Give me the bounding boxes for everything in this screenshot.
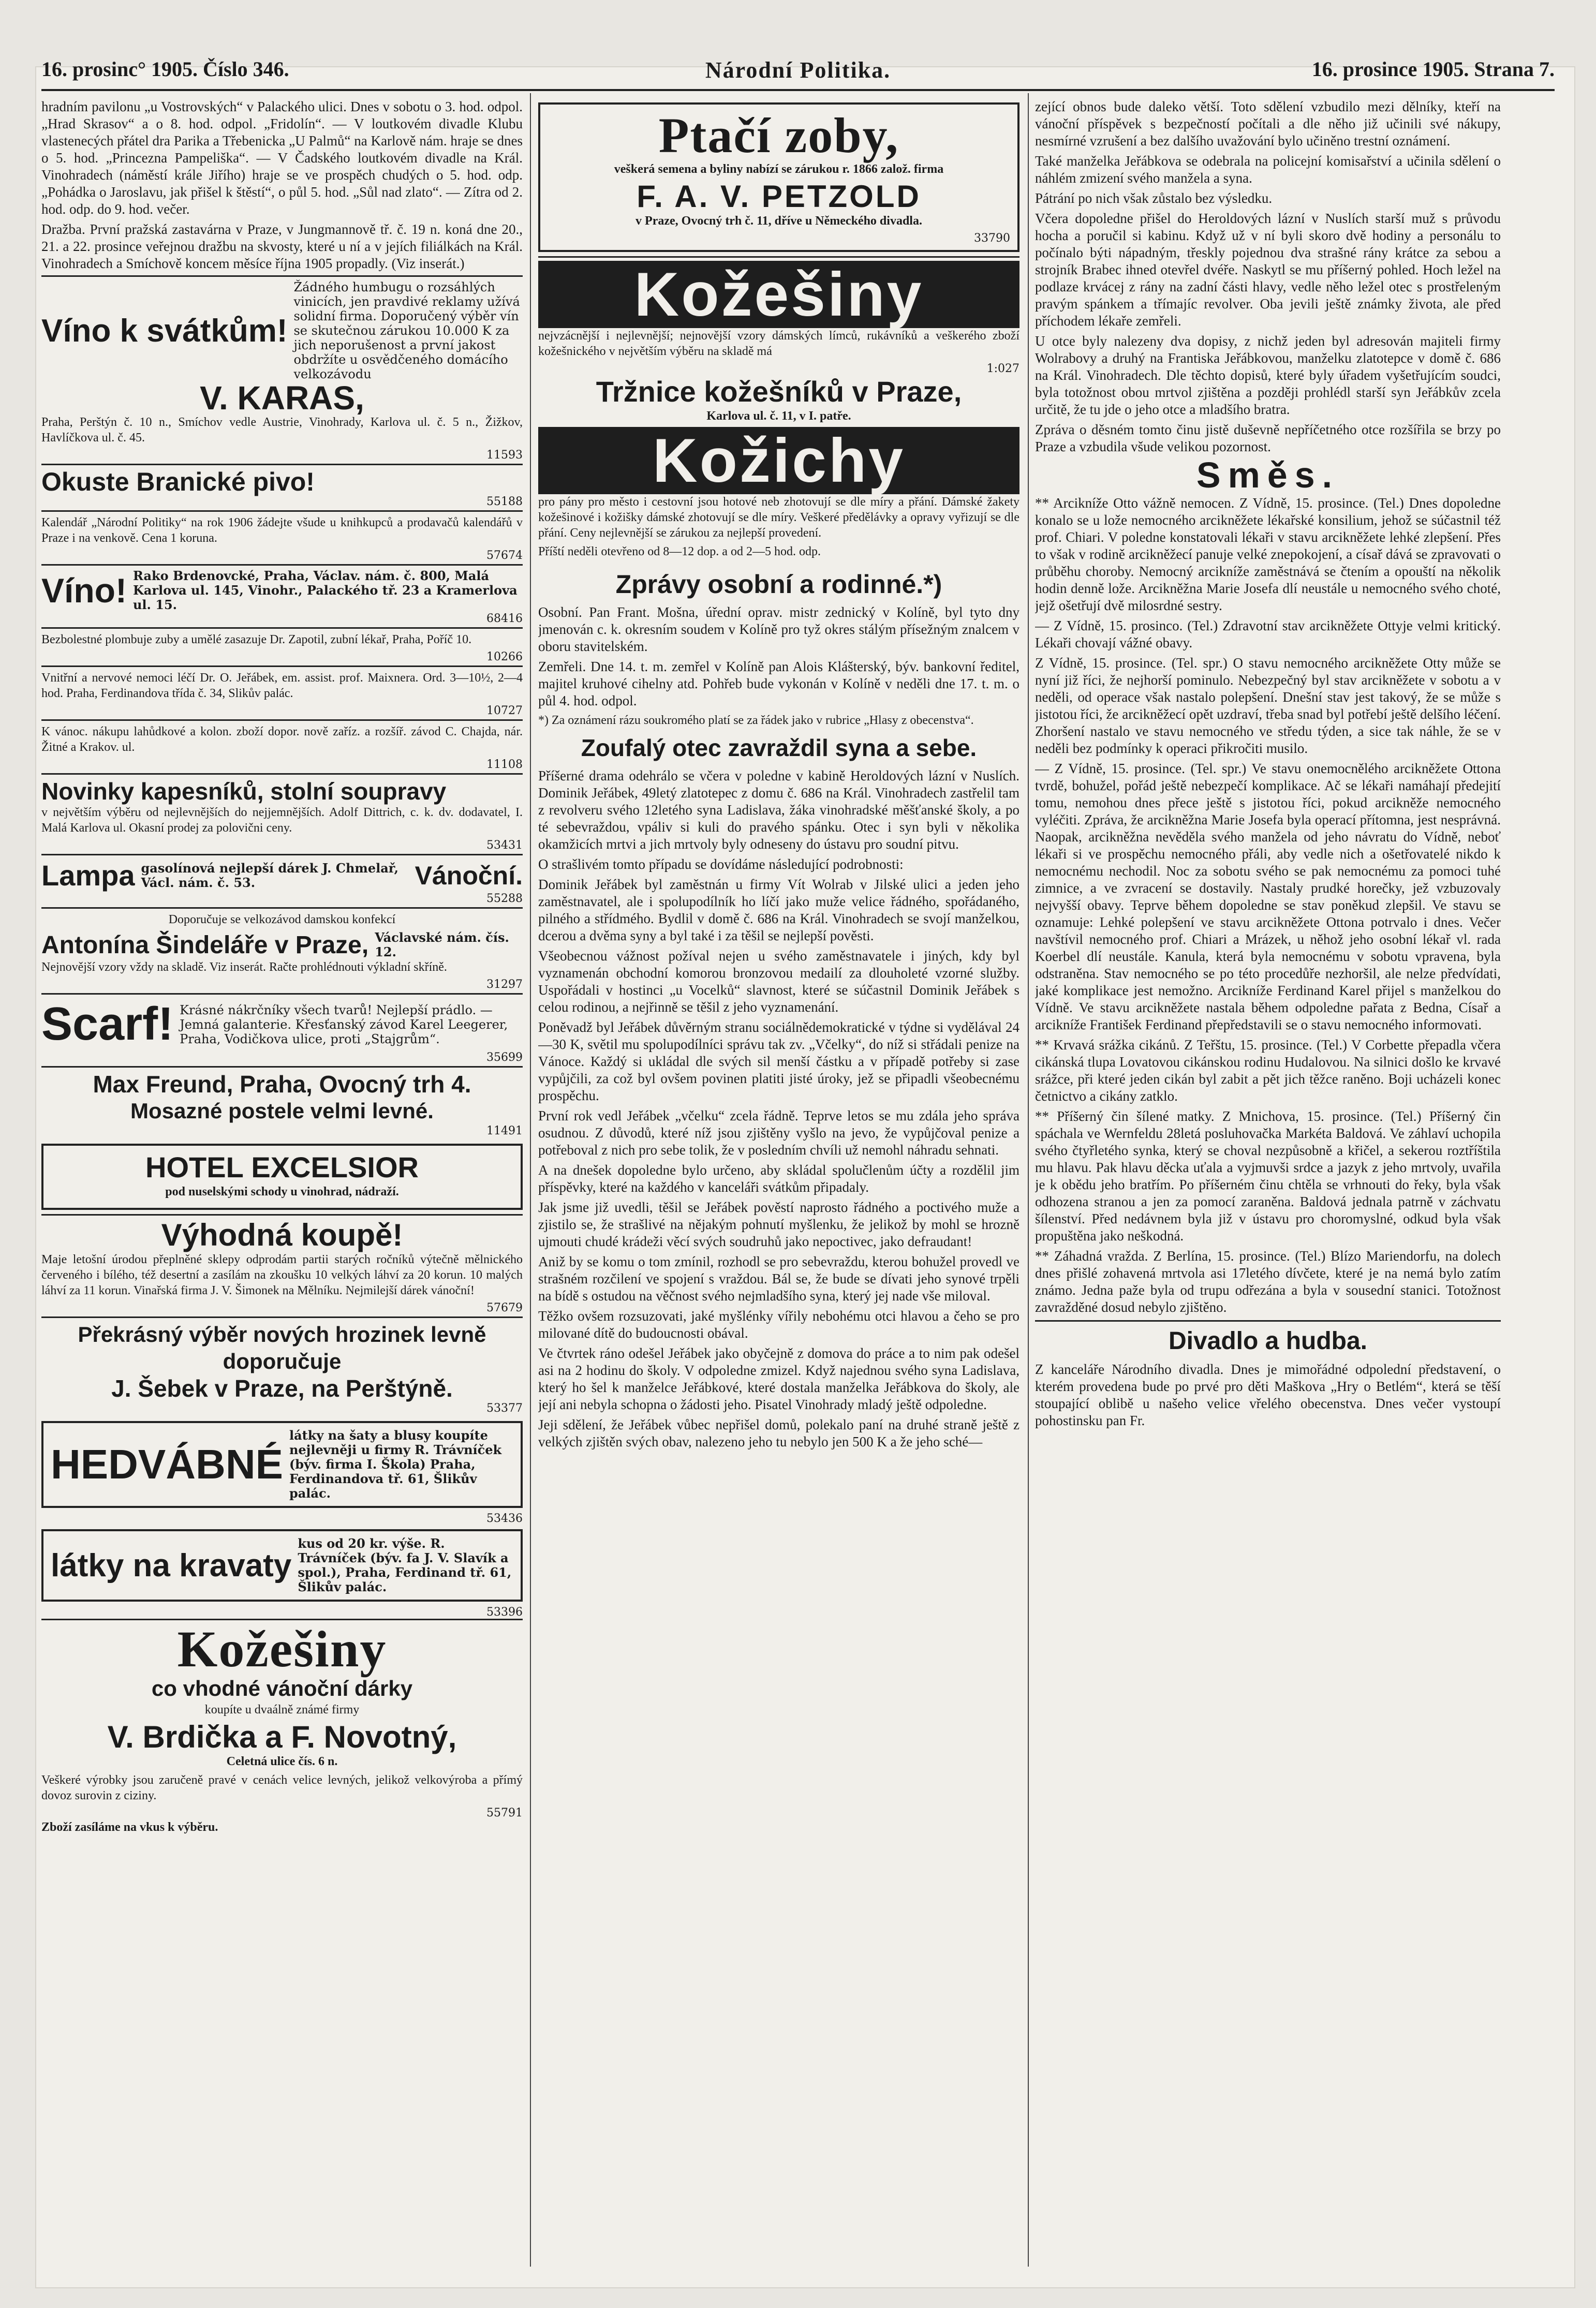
ad-handkerchiefs: [41, 773, 523, 854]
ad-kozichy-hours: Příští neděli otevřeno od 8—12 dop. a od 2—5 hod. odp.: [538, 545, 821, 558]
ad-furs-market-title: Kožešiny: [538, 261, 1019, 328]
theatre-notice: hradním pavilonu „u Vostrovských“ v Palackého ulici. Dnes v sobotu o 3. hod. odpol. „Hrad Skrasov“ a o 8. hod. odpol. „Fridolín“. — V loutkovém divadle Klubu vlastenecých přátel dra Parika a Třebenicka „U Palmů“ na Karlově nám. hraje se dnes o 5. hod. „Princezna Pampeliška“. — V Čadského loutkovém divadle na Král. Vinohradech (náměstí krále Jiřího) hraje se ve prospěch chudých o 5. hod. odp. „Pohádka o Jaroslavu, jak přišel k štěstí“, o půl 5. hod. „Sůl nad zlato“. — Zítra od 2. hod. odp. do 9. hod. večer.: [41, 99, 523, 217]
article-paragraph: A na dnešek dopoledne bylo určeno, aby skládal spolučlenům účty a rozdělil jim příspěvky, které na každého v kanceláři svátkům připadaly.: [538, 1162, 1019, 1195]
header-rule: [41, 89, 1555, 91]
ad-vyhodna-text: Maje letošní úrodou přeplněné sklepy odprodám partii starých ročníků výtečně mělnického červeného i bílého, též desertní a zasílám na zkoušku 10 velkých láhví za 20 korun. 10 malých láhví za 11 korun. Vinařská firma J. V. Šimonek na Mělníku. Nejmilejší dárek vánoční!: [41, 1253, 523, 1297]
ad-wine-2: [41, 564, 523, 627]
article-headline: Zoufalý otec zavraždil syna a sebe.: [581, 734, 977, 761]
ad-ties-text: kus od 20 kr. výše. R. Trávníček (býv. fa J. V. Slavík a spol.), Praha, Ferdinand tř. 61, Šlikův palác.: [298, 1536, 512, 1594]
ad-sindelar-address: Václavské nám. čís. 12.: [375, 930, 509, 959]
ad-lamp-right: Vánoční.: [415, 861, 523, 890]
ad-lamp: [41, 854, 523, 907]
ad-furs-title: Kožešiny: [177, 1620, 387, 1678]
smes-item: — Z Vídně, 15. prosinco. (Tel.) Zdravotní stav arcikněžete Ottyje velmi kritický. Lékaři chovají vážné obavy.: [1035, 618, 1501, 650]
header-left: 16. prosinc° 1905. Číslo 346.: [41, 57, 289, 81]
article-paragraph: Jak jsme již uvedli, těšil se Jeřábek pověstí naprosto řádného a poctivého muže a zjistilo se, že strašlivé na nějakým pohnutí myšlenku, že jelikož by mohl se hrozně ujmouti chudé krádeži věcí svých soudruhů jako nepoctivec, jako defraudant!: [538, 1200, 1019, 1249]
masthead: Národní Politika.: [705, 57, 891, 83]
smes-item: ** Krvavá srážka cikánů. Z Teřštu, 15. prosince. (Tel.) V Corbette přepadla včera cikánská tlupa Lovatovou cikánskou rodinu Hudalovou. Na silnici došlo ke krvavé srážce, při které jeden cikán byl zabit a pět jich těžce raněno. Boji ucházeli konec četnictvo a cikány zatklo.: [1035, 1037, 1501, 1104]
article-paragraph: První rok vedl Jeřábek „včelku“ zcela řádně. Teprve letos se mu zdála jeho správa osudnou. Z důvodů, které níž jsou zjištěny vyšlo na jevo, že vypůjčoval penize a potřeboval z nich pro sebe tolik, že v posledním chvíli už nemohl náhradu sehnati.: [538, 1108, 1019, 1158]
ad-furs-sub2: koupíte u dvaálně známé firmy: [204, 1703, 360, 1717]
smes-item: ** Záhadná vražda. Z Berlína, 15. prosince. (Tel.) Blízo Mariendorfu, na dolech dnes přišlé zohavená mrtvola asi 17letého dívčete, které je na nemá bylo zatím známo. Jedna paže byla od trupu odřezána a byla v sousední stanici. Totožnost zavražděné dosud nebylo zjištěno.: [1035, 1248, 1501, 1315]
ad-handkerchiefs-text: v největším výběru od nejlevnějších do nejjemnějších. Adolf Dittrich, c. k. dv. dodavatel, I. Malá Karlova ul. Okasní prodej za polovični ceny.: [41, 806, 523, 835]
ad-wine-2-title: Víno!: [41, 571, 127, 610]
ad-petzold-address: v Praze, Ovocný trh č. 11, dříve u Německého divadla.: [636, 214, 922, 228]
ad-christmas-text: K vánoc. nákupu lahůdkové a kolon. zboží dopor. nově zaříz. a rozšíř. závod C. Chajda, nár. Žitné a Krakov. ul.: [41, 725, 523, 754]
ad-silk-title: HEDVÁBNÉ: [51, 1441, 283, 1487]
ad-number: 68416: [486, 612, 523, 625]
article-paragraph: Včera dopoledne přišel do Heroldových lázní v Nuslích starší muž s průvodu hocha a poručil si kabinu. Když už v ní byli skoro dvě hodiny a personálu to počínalo býti nápadným, třeskly pojednou dva strašné rány krátce za sebou a strojník Brabec ihned otevřel dvéře. Naskytl se mu příšerný pohled. Hoch ležel na podlaze krvácej z rány na zadní části hlavy, vedle něho ležel otec s prostřeleným pravým spánkem a třímajíc revolver. Oba jevili ještě známky života, ale před příchodem lékaře zemřeli.: [1035, 211, 1501, 329]
ad-sindelar-intro: Doporučuje se velkozávod damskou konfekcí: [168, 913, 396, 926]
ad-raisins: [41, 1316, 523, 1417]
ad-brdicka-name: V. Brdička a F. Novotný,: [107, 1720, 457, 1754]
column-divider: [530, 93, 531, 2267]
article-paragraph: Poněvadž byl Jeřábek důvěrným stranu sociálnědemokratické v týdne si vydělával 24—30 K, světil mu spolupodílníci správu tak zv. „Včelky“, do níž si střádali penize na Vánoce. Každý si ukládal dle svých sil menší částku a v případě potřeby si zase vypůjčili, za což byl ovšem povinen platiti jisté úroky, jež se připadli všeobecnému prospěchu.: [538, 1019, 1019, 1103]
article-paragraph: U otce byly nalezeny dva dopisy, z nichž jeden byl adresován majiteli firmy Wolrabovy a druhý na Frantiska Jeřábkovou, manželku zlatotepce v domě č. 686 na Král. Vinohradech. Dle těchto dopisů, které byly úřadem vyšetřujícím soudci, byla totožnost obou mrtvol zjištěna a později prohlédl starší syn Jeřábkův zcela určitě, že tu jde o jeho otce a mladšího bratra.: [1035, 333, 1501, 417]
ad-scarf-text: Krásné nákrčníky všech tvarů! Nejlepší prádlo. — Jemná galanterie. Křesťanský závod Karel Leegerer, Praha, Vodičkova ulice, proti „Stajgrům“.: [180, 1002, 508, 1046]
article-paragraph: Těžko ovšem rozsuzovati, jaké myšlénky vířily nebohému otci hlavou a čeho se pro milované dítě do budoucnosti obával.: [538, 1308, 1019, 1341]
ad-number: 11491: [486, 1125, 523, 1137]
ad-number: 10727: [486, 704, 523, 717]
ad-number: 11108: [486, 758, 523, 771]
ad-silk-text: látky na šaty a blusy koupíte nejlevněji u firmy R. Trávníček (býv. firma I. Škola) Praha, Ferdinandova tř. 61, Šlikův palác.: [289, 1428, 502, 1501]
ad-ties: [41, 1529, 523, 1602]
ad-dentist: [41, 627, 523, 665]
ad-lamp-title: Lampa: [41, 859, 135, 892]
article-paragraph: Všeobecnou vážnost požíval nejen u svého zaměstnavatele i jiných, kdy byl vyznamenán obchodní komorou bronzovou medailí za dlouholeté vzorné služby. Uspořádali v hostinci „u Vocelků“ slavnost, které se súčastnil Dominik Jeřábek s celou rodinou, a nejřinně se těšil z jeho vyznamenání.: [538, 948, 1019, 1015]
section-personal-news: Zprávy osobní a rodinné.*): [615, 570, 942, 599]
ad-sindelar-text: Nejnovější vzory vždy na skladě. Viz inserát. Račte prohlédnouti výkladní skříně.: [41, 960, 447, 974]
ad-brdicka-footer: Zboží zasíláme na vkus k výběru.: [41, 1821, 218, 1834]
ad-wine-title: Víno k svátkům!: [41, 313, 288, 349]
ad-lamp-text: gasolínová nejlepší dárek J. Chmelař, Václ. nám. č. 53.: [141, 860, 399, 890]
ad-max-freund-sub: Mosazné postele velmi levné.: [130, 1099, 434, 1123]
ad-handkerchiefs-title: Novinky kapesníků, stolní soupravy: [41, 778, 447, 805]
ad-number: 57679: [486, 1301, 523, 1314]
ad-hotel-sub: pod nuselskými schody u vinohrad, nádraží.: [165, 1185, 399, 1199]
page-header: [41, 57, 1555, 88]
ad-number: 55188: [486, 495, 523, 508]
column-left: [41, 98, 523, 2261]
ad-trznice-address: Karlova ul. č. 11, v I. patře.: [706, 409, 851, 423]
section-smes: Směs.: [1196, 455, 1340, 495]
ad-number: 10266: [486, 650, 523, 663]
article-paragraph: Také manželka Jeřábkova se odebrala na policejní komisařství a učinila sdělení o náhlém zmizení svého manžela a syna.: [1035, 153, 1501, 186]
article-paragraph: O strašlivém tomto případu se dovídáme následující podrobnosti:: [538, 856, 904, 872]
ad-wine: [41, 275, 523, 464]
ad-trznice-name: Tržnice kožešníků v Praze,: [596, 375, 962, 408]
footnote: *) Za oznámení rázu soukromého platí se za řádek jako v rubrice „Hlasy z obecenstva“.: [538, 714, 974, 727]
ad-number: 53377: [486, 1402, 523, 1415]
ad-dentist-text: Bezbolestné plombuje zuby a umělé zasazuje Dr. Zapotil, zubní lékař, Praha, Poříč 10.: [41, 633, 472, 646]
ad-birdseed-text: veškerá semena a byliny nabízí se zárukou r. 1866 založ. firma: [614, 162, 944, 176]
ad-brdicka-text: Veškeré výrobky jsou zaručeně pravé v cenách velice levných, jelikož velkovýroba a přímý dovoz surovin z ciziny.: [41, 1773, 523, 1802]
article-paragraph: Jeji sdělení, že Jeřábek vůbec nepřišel domů, polekalo paní na druhé straně ještě z velkých zjištěn svých obav, nalezeno jeho tu nebylo jen 500 K a že jeho sché—: [538, 1417, 1019, 1449]
column-divider: [1028, 93, 1029, 2267]
ad-furs-sub: co vhodné vánoční dárky: [151, 1676, 413, 1700]
article-paragraph: Aniž by se komu o tom zmínil, rozhodl se pro sebevraždu, kterou bohužel provedl ve strašném rozčilení ve spojení s vraždou. Bál se, že bude se dívati jeho synové trpěli na bídě s ostudou na věčnost svého nejmladšího syna, který jej nade vše miloval.: [538, 1254, 1019, 1304]
ad-vyhodna-title: Výhodná koupě!: [161, 1218, 403, 1252]
ad-christmas-shopping: [41, 719, 523, 773]
auction-notice: Dražba. První pražská zastavárna v Praze, v Jungmannově tř. č. 19 n. koná dne 20., 21. a 22. prosince veřejnou dražbu na skvosty, které u ní a v jejích filiálkách na Král. Vinohradech a Smíchově koncem měsíce října 1905 propadly. (Viz inserát.): [41, 221, 523, 271]
smes-item: ** Arcikníže Otto vážně nemocen. Z Vídně, 15. prosince. (Tel.) Dnes dopoledne konalo se u lože nemocného arcikněžete lékařské konsilium, jehož se súčastnil též prof. Chiari. V poledne konstatovali lékaři v stavu arcikněžete lehké zlepšení. Přes to však v rodině arcikněžecí panuje velké znepokojení, a císař dává se zpravovati o průběhu choroby. Nemocný arcikníže zaměstnává se čtením a opouští na několik hodin denně lože. Arcikněžna Marie Josefa dlí neustále u nemocného svého choté, jejž ošetřují dvě milosrdné sestry.: [1035, 495, 1501, 613]
ad-vyhodna: [41, 1214, 523, 1316]
ad-karas-address: Praha, Perštýn č. 10 n., Smíchov vedle Austrie, Vinohrady, Karlova ul. č. 5 n., Žižkov, Havlíčkova ul. č. 45.: [41, 416, 523, 445]
article-paragraph: zející obnos bude daleko větší. Toto sdělení vzbudilo mezi dělníky, kteří na vánoční příspěvek s bezpečností počítali a dle něho již učinili své nákupy, nesmírné vzrušení a bez dalšího uvažování bylo učiněno trestní oznámení.: [1035, 99, 1501, 149]
ad-hotel: [41, 1144, 523, 1210]
ad-number: 11593: [486, 449, 523, 462]
ad-number: 33790: [974, 232, 1010, 245]
ad-number: 55791: [486, 1807, 523, 1819]
ad-scarf: [41, 993, 523, 1066]
ad-scarf-title: Scarf!: [41, 998, 174, 1050]
ad-furs-market: [538, 256, 1019, 565]
ad-number: 1:027: [986, 362, 1019, 375]
news-zemreli: Zemřeli. Dne 14. t. m. zemřel v Kolíně pan Alois Klášterský, býv. bankovní ředitel, majitel kruhové cihelny atd. Pohřeb bude vykonán v Kolíně v neděli dne 17. t. m. o půl 4. hod. odpol.: [538, 659, 1019, 708]
ad-petzold-name: F. A. V. PETZOLD: [637, 179, 921, 214]
ad-calendar-text: Kalendář „Národní Politiky“ na rok 1906 žádejte všude u knihkupců a prodavačů kalendářů v Praze i na venkově. Cena 1 koruna.: [41, 516, 523, 545]
ad-number: 53436: [486, 1512, 523, 1525]
ad-calendar: [41, 510, 523, 564]
ad-hotel-title: HOTEL EXCELSIOR: [145, 1151, 419, 1183]
ad-number: 57674: [486, 549, 523, 562]
ad-branik-title: Okuste Branické pivo!: [41, 467, 315, 496]
ad-max-freund-title: Max Freund, Praha, Ovocný trh 4.: [93, 1071, 471, 1098]
ad-doctor-text: Vnitřní a nervové nemoci léčí Dr. O. Jeřábek, em. assist. prof. Maixnera. Ord. 3—10½, 2—4 hod. Praha, Ferdinandova třída č. 34, Slikův palác.: [41, 671, 523, 700]
ad-birdseed: [538, 102, 1019, 252]
ad-sebek-name: J. Šebek v Praze, na Perštýně.: [111, 1375, 453, 1402]
smes-item: ** Příšerný čin šílené matky. Z Mnichova, 15. prosince. (Tel.) Příšerný čin spáchala ve Wernfeldu 28letá posluhovačka Markéta Baldová. Ve záhlaví uchopila svého čtyřletého synka, který se choval nezpůsobně a křičel, a sekerou roztříštila mu hlavu. Pak hlavu děcka uťala a vyjmuvši srdce a jazyk z jeho mrtvoly, uvařila je k obědu jeho bratřím. Po příšerném činu chtěla se vrhnouti do řeky, byla však odhozena stranou a jen za pomocí zaraněna. Baldová jednala patrně v záchvatu šílenství. Před nedávnem byla již v ústavu pro choromyslné, odkud byla však propuštěna jako neškodná.: [1035, 1108, 1501, 1244]
ad-wine-2-text: Rako Brdenovcké, Praha, Václav. nám. č. 800, Malá Karlova ul. 145, Vinohr., Palackého tř. 23 a Kramerlova ul. 15.: [132, 568, 518, 612]
ad-birdseed-title: Ptačí zoby,: [658, 108, 899, 163]
article-paragraph: Ve čtvrtek ráno odešel Jeřábek jako obyčejně z domova do práce a to nim pak odešel asi na 2 hodinu do školy. V odpoledne zmizel. Když najednou svého syna Ladislava, který ho šel k manželce Jeřábkové, které dostala manželka Jeřábkova do školy, ale její ani nebyla schopna o žádosti jeho. Pisatel Vinohrady mladý ještě odpoledne.: [538, 1345, 1019, 1412]
article-paragraph: Dominik Jeřábek byl zaměstnán u firmy Vít Wolrab v Jilské ulici a jeden jeho zaměstnavatel, ale i spolupodílník ho líčí jako muže velice řádného, spořádaného, pilného a střídmého. Bydlil v domě č. 686 na Král. Vinohradech se svojí manželkou, dcerou a dvěma syny a byl také i za těšil se nejlepší pověsti.: [538, 877, 1019, 943]
ad-silk: [41, 1421, 523, 1508]
ad-kozichy-title: Kožichy: [538, 427, 1019, 494]
smes-item: — Z Vídně, 15. prosince. (Tel. spr.) Ve stavu onemocnělého arcikněžete Ottona tvrdě, bohužel, pořád ještě nebezpečí komplikace. Ač se lékaři namáhají předejití tomu, nemohou dnes přece ještě s jistotou říci, pokud arcikněže nemocného vyléčiti. Zpráva, že arcikněžna Marie Josefa byla operací přítomna, jest nesprávná. Naopak, arcikněžna nevěděla svého manžela od jeho návratu do Vídně, neboť lékaři si ve prospěchu nemocného přáli, aby vedle nich a ošetřovatelé nikdo k nemocnému nechodil. Noc za sobotu svého se pak nemocnému za pomoci tuhé zimnice, a ve zvracení se dostavily. Nastaly prudké horečky, jež vzbuzovaly nejvyšší obavy. Teprve během dopoledne se stav poněkud zlepšil. Ve stavu se oznamuje: Lehké polepšení ve stavu arcikněžete Ottona potrvalo i dnes. Večer navštívil nemocného prof. Chiari a Mrázek, u něhož jeho osobní lékař vl. rada Koerbel dlí neustále. Kanula, která byla nemocnému v sobotu vpravena, byla odstraněna. Stav nemocného se po této procedůře nezhoršil, ale nelze předvídati, jaké komplikace jest nemožno. Arcikníže Ferdinand Karel přijel s manželkou do Vídně. Ve stavu arcikněžete nastala během odpoledne pařata z Bedna, Císař a arcikníže František Ferdinand přepředstavili se o stavu nemocného informovati.: [1035, 761, 1501, 1032]
smes-item: Z Vídně, 15. prosince. (Tel. spr.) O stavu nemocného arcikněžete Otty může se nyní již říci, že nejhorší pominulo. Nebezpečný byl stav arcikněžete v sobotu a v neděli, od operace však nastalo polepšení. Dnešní stav jest takový, že se může s jistotou říci, že arcikněžecí opět uzdraví, třeba snad byl potřebí ještě delšího léčení. Zhoršení nastalo ve stavu nemocného ve středu týden, a sice tak náhle, že se v neděli bez podmínky k operaci přikročiti musilo.: [1035, 655, 1501, 756]
ad-sindelar: [41, 907, 523, 993]
ad-sindelar-name: Antonína Šindeláře v Praze,: [41, 931, 369, 959]
section-theatre: Divadlo a hudba.: [1035, 1320, 1501, 1357]
ad-number: 31297: [486, 978, 523, 991]
article-paragraph: Zpráva o děsném tomto činu jistě duševně nepříčetného otce rozšířila se brzy po Praze a vzbudila všude velikou pozornost.: [1035, 422, 1501, 454]
ad-furs: [41, 1619, 523, 1840]
ad-number: 55288: [486, 892, 523, 905]
ad-number: 35699: [486, 1051, 523, 1064]
ad-wine-text: Žádného humbugu o rozsáhlých vinicích, jen pravdivé reklamy užívá solidní firma. Doporučený výběr vín se skutečnou zárukou 10.000 K za jich neporušenost a první jakost obdržíte u osvědčeného domácího velkozávodu: [293, 280, 520, 381]
column-right: [1035, 98, 1501, 2261]
news-osobni: Osobní. Pan Frant. Mošna, úřední oprav. mistr zednický v Kolíně, byl tyto dny jmenován c. k. okresním soudem v Kolíně pro tyž okres stálým přísežným znalcem v oboru stavitelském.: [538, 604, 1019, 654]
article-paragraph: Příšerné drama odehrálo se včera v poledne v kabině Heroldových lázní v Nuslích. Dominik Jeřábek, 49letý zlatotepec z domu č. 686 na Král. Vinohradech zastřelil tam z revolveru svého 12letého syna Ladislava, žáka vinohradské měšťanské školy, a po té sebevraždou, vpáliv si kuli do pravého spánku. Otec i syn byli v několika okamžicích mrtvi a jich mrtvoly byly odneseny do ústavu pro soudní pitvu.: [538, 768, 1019, 852]
ad-branik: [41, 464, 523, 510]
header-right: 16. prosince 1905. Strana 7.: [1311, 57, 1555, 81]
ad-max-freund: [41, 1066, 523, 1140]
article-paragraph: Pátrání po nich však zůstalo bez výsledku.: [1035, 190, 1273, 206]
ad-furs-market-text: nejvzácnější i nejlevnější; nejnovější vzory dámských límců, rukávníků a veškerého zboží kožešnického v největším výběru na skladě má: [538, 329, 1019, 358]
ad-number: 53396: [486, 1606, 523, 1619]
theatre-item: Z kanceláře Národního divadla. Dnes je mimořádné odpolední představení, o kterém provedena bude po prvé pro děti Maškova „Hry o Betlém“, která se těší stoupající oblibě u našeho velice vřelého obecenstva. Dnes večer vystoupí pohostinsku pan Fr.: [1035, 1362, 1501, 1428]
ad-kozichy-text: pro pány pro město i cestovní jsou hotové neb zhotovují se dle míry a přání. Dámské žakety kožešinové i kožišky dámské zhotovují se dle míry. Veškeré předělávky a opravy vyřizují se dle přání. Ceny nejlevnější se zárukou za nejlepší provedení.: [538, 495, 1019, 540]
ad-brdicka-address: Celetná ulice čís. 6 n.: [226, 1755, 338, 1768]
ad-number: 53431: [486, 839, 523, 852]
ad-raisins-title: Překrásný výběr nových hrozinek levně doporučuje: [78, 1322, 486, 1373]
ad-karas-name: V. KARAS,: [200, 379, 364, 417]
ad-doctor: [41, 665, 523, 719]
column-middle: [538, 98, 1019, 2261]
ad-ties-title: látky na kravaty: [51, 1547, 292, 1584]
